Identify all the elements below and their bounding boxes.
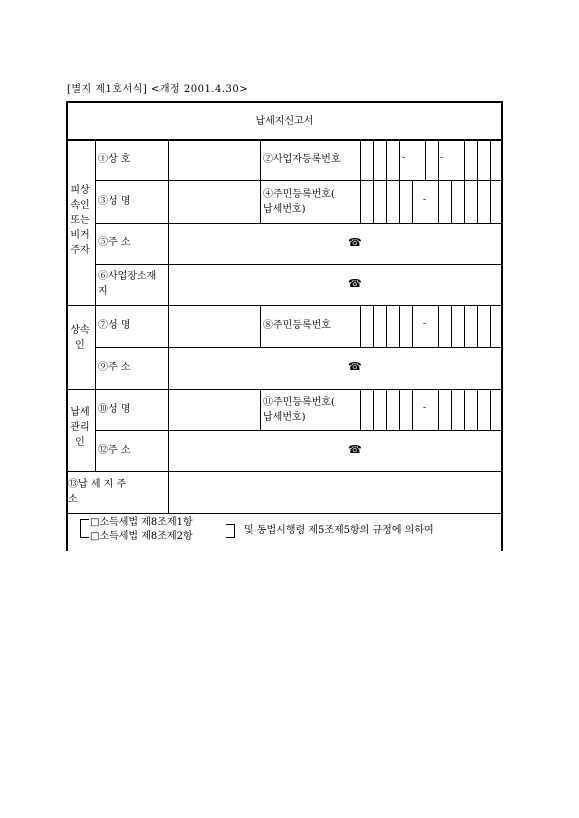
footer-option-2: □소득세법 제8조제2항	[90, 531, 193, 542]
label-address: ⑤주 소	[98, 237, 131, 248]
footer-option-1: □소득세법 제8조제1항	[90, 517, 193, 528]
label-manager-address: ⑫주 소	[98, 445, 131, 456]
group-label-decedent: 피상속인또는비거주자	[70, 185, 90, 256]
number-dash: -	[423, 195, 427, 205]
phone-icon: ☎	[348, 443, 362, 456]
label-business-location: ⑥사업장소재	[98, 271, 157, 282]
label-tax-place-address-cont: 소	[68, 494, 78, 505]
number-dash: -	[423, 319, 427, 329]
number-dash: -	[440, 153, 444, 163]
label-tax-no: 납세번호)	[263, 204, 306, 215]
right-bracket	[226, 524, 235, 538]
group-label-manager: 납세관리인	[70, 407, 90, 448]
label-name: ③성 명	[98, 196, 131, 207]
left-bracket	[80, 519, 89, 538]
footer-clause-text: 및 동법시행령 제5조제5항의 규정에 의하여	[244, 525, 434, 536]
label-trade-name: ①상 호	[98, 154, 131, 165]
label-heir-name: ⑦성 명	[98, 320, 131, 331]
label-business-reg-no: ②사업자등록번호	[263, 154, 341, 165]
top-border	[66, 101, 503, 103]
number-dash: -	[402, 153, 406, 163]
label-business-location-cont: 지	[98, 286, 108, 297]
label-tax-place-address: ⑬납 세 지 주	[68, 479, 127, 490]
form-title: 납세지신고서	[255, 116, 314, 127]
phone-icon: ☎	[348, 277, 362, 290]
phone-icon: ☎	[348, 236, 362, 249]
right-border	[501, 101, 503, 551]
phone-icon: ☎	[348, 360, 362, 373]
label-resident-reg-no: ④주민등록번호(	[263, 189, 335, 200]
number-dash: -	[423, 403, 427, 413]
label-manager-resident-reg-no: ⑪주민등록번호(	[263, 397, 335, 408]
label-heir-address: ⑨주 소	[98, 362, 131, 373]
group-label-heir: 상속인	[70, 325, 90, 351]
label-manager-tax-no: 납세번호)	[263, 412, 306, 423]
tax-place-report-form	[66, 101, 503, 551]
form-header-label: [별지 제1호서식] <개정 2001.4.30>	[67, 84, 249, 95]
label-manager-name: ⑩성 명	[98, 404, 131, 415]
label-heir-resident-reg-no: ⑧주민등록번호	[263, 320, 331, 331]
